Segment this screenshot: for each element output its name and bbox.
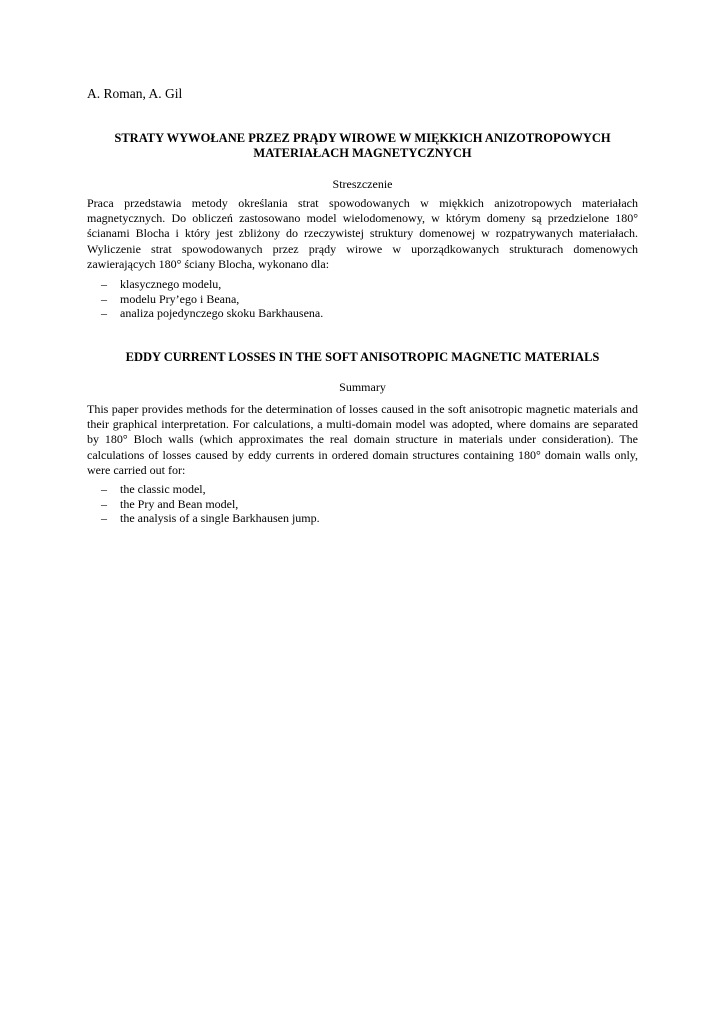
list-item-text: the classic model,: [120, 482, 206, 496]
english-summary-heading: Summary: [339, 380, 386, 394]
list-item-text: analiza pojedynczego skoku Barkhausena.: [120, 306, 324, 321]
bullet-dash: –: [101, 306, 107, 321]
list-item: [101, 292, 323, 307]
list-item-text: the analysis of a single Barkhausen jump.: [120, 511, 320, 526]
list-item: [101, 511, 320, 526]
polish-title-line1: STRATY WYWOŁANE PRZEZ PRĄDY WIROWE W MIĘKKICH ANIZOTROPOWYCH: [114, 131, 611, 145]
bullet-dash: –: [101, 277, 107, 291]
english-abstract: This paper provides methods for the determination of losses caused in the soft anisotropic magnetic materials and their graphical interpretation. For calculations, a multi-domain model was adopted, where domains are separated by 180° Bloch walls (which approximates the real domain structure in materials under consideration). The calculations of losses caused by eddy currents in ordered domain structures containing 180° domain walls only, were carried out for:: [87, 402, 638, 477]
list-item: [101, 497, 320, 512]
list-item-text: modelu Pry’ego i Beana,: [120, 291, 240, 306]
bullet-dash: –: [101, 482, 107, 496]
polish-abstract: Praca przedstawia metody określania strat spowodowanych w miękkich anizotropowych materiałach magnetycznych. Do obliczeń zastosowano model wielodomenowy, w którym domeny są przedzielone 180° ścianami Blocha i który jest zbliżony do rzeczywistej struktury domenowej w rozpatrywanych materiałach. Wyliczenie strat spowodowanych przez prądy wirowe w uporządkowanych strukturach domenowych zawierających 180° ściany Blocha, wykonano dla:: [87, 196, 638, 271]
list-item: [101, 306, 323, 321]
bullet-dash: –: [101, 511, 107, 526]
bullet-dash: –: [101, 291, 107, 306]
polish-abstract-heading: Streszczenie: [332, 177, 393, 191]
bullet-dash: –: [101, 496, 107, 511]
authors: A. Roman, A. Gil: [87, 86, 183, 101]
english-bullet-list: [101, 482, 320, 526]
polish-bullet-list: [101, 277, 323, 321]
list-item-text: klasycznego modelu,: [120, 277, 222, 291]
english-title: EDDY CURRENT LOSSES IN THE SOFT ANISOTROPIC MAGNETIC MATERIALS: [125, 350, 600, 364]
list-item: [101, 482, 320, 497]
polish-title-line2: MATERIAŁACH MAGNETYCZNYCH: [253, 146, 472, 160]
list-item: [101, 277, 323, 292]
list-item-text: the Pry and Bean model,: [120, 496, 239, 511]
polish-title: [70, 131, 655, 161]
